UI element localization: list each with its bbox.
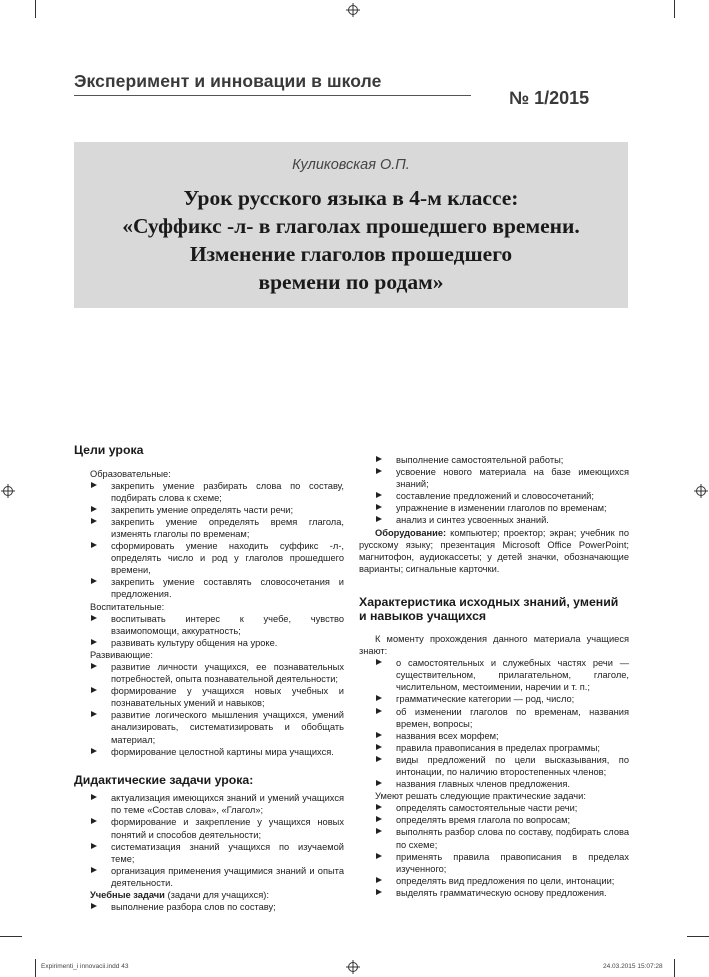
left-column xyxy=(74,443,344,913)
registration-mark-icon xyxy=(694,484,708,498)
list-item: правила правописания в пределах программы; xyxy=(359,742,629,754)
right-column xyxy=(359,454,629,899)
crop-mark xyxy=(35,959,36,977)
list-item: грамматические категории — род, число; xyxy=(359,693,629,705)
list-item: развитие логического мышления учащихся, умений анализировать, систематизировать и обобщать материал; xyxy=(74,709,344,745)
crop-mark xyxy=(674,0,675,18)
registration-mark-icon xyxy=(346,3,360,17)
registration-mark-icon xyxy=(1,484,15,498)
knowledge-intro: К моменту прохождения данного материала учащиеся знают: xyxy=(359,633,629,657)
subsection-label: Развивающие: xyxy=(90,649,153,660)
issue-number: № 1/2015 xyxy=(509,88,590,108)
crop-mark xyxy=(674,959,675,977)
list-item: определять вид предложения по цели, интонации; xyxy=(359,875,629,887)
title-line: Изменение глаголов прошедшего xyxy=(189,242,513,266)
equipment-label: Оборудование: xyxy=(375,527,447,538)
title-line: Урок русского языка в 4-м классе: xyxy=(183,186,519,210)
list-item: систематизация знаний учащихся по изучаемой теме; xyxy=(74,841,344,865)
list-item: формирование целостной картины мира учащихся. xyxy=(74,746,344,758)
list-item: анализ и синтез усвоенных знаний. xyxy=(359,514,629,526)
title-box xyxy=(74,142,628,308)
list-item: закрепить умение определять время глагола, изменять глаголы по временам; xyxy=(74,516,344,540)
list-item: формирование и закрепление у учащихся новых понятий и способов деятельности; xyxy=(74,816,344,840)
list-item: усвоение нового материала на базе имеющихся знаний; xyxy=(359,466,629,490)
journal-title: Эксперимент и инновации в школе xyxy=(74,71,382,91)
title-line: «Суффикс -л- в глаголах прошедшего времени. xyxy=(122,214,580,238)
article-title xyxy=(74,184,628,296)
list-item: формирование у учащихся новых учебных и познавательных умений и навыков; xyxy=(74,685,344,709)
learning-tasks-rest: (задачи для учащихся): xyxy=(164,890,269,900)
list-item: выделять грамматическую основу предложения. xyxy=(359,887,629,899)
section-heading: Цели урока xyxy=(74,443,144,457)
crop-mark xyxy=(35,0,36,18)
list-item: выполнение самостоятельной работы; xyxy=(359,454,629,466)
list-item: закрепить умение составлять словосочетания и предложения. xyxy=(74,576,344,600)
learning-tasks-label xyxy=(74,889,344,901)
list-item: применять правила правописания в пределах изученного; xyxy=(359,851,629,875)
header-rule xyxy=(74,95,471,96)
section-heading: Характеристика исходных знаний, умений и навыков учащихся xyxy=(359,594,619,624)
equipment-paragraph xyxy=(359,527,629,575)
author: Куликовская О.П. xyxy=(292,157,410,173)
list-item: составление предложений и словосочетаний; xyxy=(359,490,629,502)
registration-mark-icon xyxy=(346,960,360,974)
title-line: времени по родам» xyxy=(258,270,444,294)
list-item: организация применения учащимися знаний и опыта деятельности. xyxy=(74,865,344,889)
file-slug: Expirimenti_i innovacii.indd 43 xyxy=(41,963,129,970)
list-item: об изменении глаголов по временам, названия времен, вопросы; xyxy=(359,706,629,730)
list-item: сформировать умение находить суффикс -л-, определять число и род у глаголов прошедшего времени, xyxy=(74,540,344,576)
list-item: виды предложений по цели высказывания, по интонации, по наличию второстепенных членов; xyxy=(359,754,629,778)
list-item: воспитывать интерес к учебе, чувство взаимопомощи, аккуратность; xyxy=(74,613,344,637)
list-item: закрепить умение разбирать слова по составу, подбирать слова к схеме; xyxy=(74,480,344,504)
section-heading: Дидактические задачи урока: xyxy=(74,772,254,787)
crop-mark xyxy=(0,936,22,937)
equipment-text: компьютер; проектор; экран; учебник по русскому языку; презентация Microsoft Office PowerPoint; магнитофон, аудиокассеты; у детей значки, обозначающие варианты; сигнальные карточки. xyxy=(359,527,629,574)
list-item: развитие личности учащихся, ее познавательных потребностей, опыта познавательной деятельности; xyxy=(74,661,344,685)
learning-tasks-bold: Учебные задачи xyxy=(90,890,165,900)
list-item: определять самостоятельные части речи; xyxy=(359,802,629,814)
list-item: развивать культуру общения на уроке. xyxy=(74,637,344,649)
list-item: упражнение в изменении глаголов по временам; xyxy=(359,502,629,514)
list-item: названия всех морфем; xyxy=(359,730,629,742)
list-item: выполнение разбора слов по составу; xyxy=(74,901,344,913)
practical-intro: Умеют решать следующие практические задачи: xyxy=(375,791,586,802)
subsection-label: Воспитательные: xyxy=(90,601,165,612)
list-item: выполнять разбор слова по составу, подбирать слова по схеме; xyxy=(359,826,629,850)
list-item: определять время глагола по вопросам; xyxy=(359,814,629,826)
list-item: закрепить умение определять части речи; xyxy=(74,504,344,516)
subsection-label: Образовательные: xyxy=(90,468,171,479)
list-item: названия главных членов предложения. xyxy=(359,778,629,790)
list-item: актуализация имеющихся знаний и умений учащихся по теме «Состав слова», «Глагол»; xyxy=(74,792,344,816)
list-item: о самостоятельных и служебных частях речи — существительном, прилагательном, глаголе, числительном, местоимении, наречии и т. п.; xyxy=(359,657,629,693)
print-datetime: 24.03.2015 15:07:28 xyxy=(603,963,663,970)
crop-mark xyxy=(687,936,709,937)
